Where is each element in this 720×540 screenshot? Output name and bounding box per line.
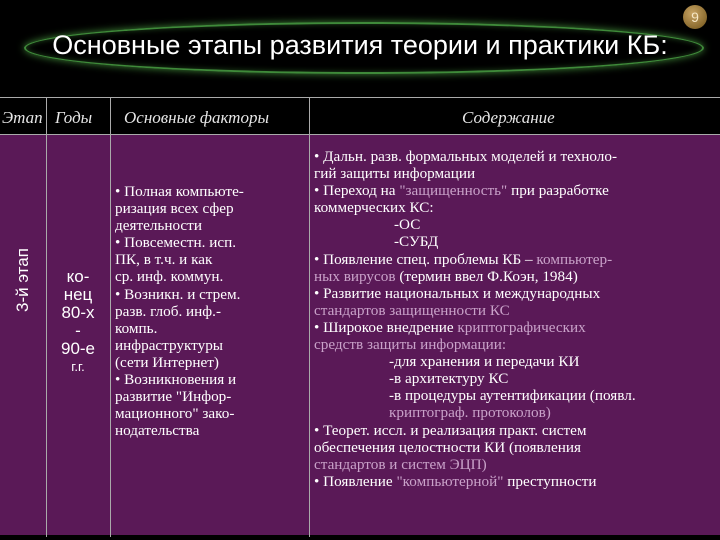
factor-line: • Возникн. и стрем.: [115, 285, 241, 303]
factor-line: разв. глоб. инф.-: [115, 302, 222, 320]
factor-line: развитие "Инфор-: [115, 388, 232, 406]
content-line: • Появление спец. проблемы КБ – компьютер-: [314, 250, 613, 268]
content-line: -в процедуры аутентификации (появл.: [389, 387, 636, 405]
header-factors: Основные факторы: [124, 108, 269, 127]
content-line: • Теорет. иссл. и реализация практ. систем: [314, 421, 587, 439]
factor-line: деятельности: [115, 217, 202, 235]
factor-line: • Полная компьюте-: [115, 183, 244, 200]
content-line: стандартов и систем ЭЦП): [314, 455, 487, 473]
content-line: коммерческих КС:: [314, 199, 434, 217]
content-line: -в архитектуру КС: [389, 370, 509, 388]
years-line: 80-х: [61, 303, 95, 322]
slide-number: 9: [691, 9, 699, 25]
factor-line: (сети Интернет): [115, 353, 219, 371]
content-line: -для хранения и передачи КИ: [389, 353, 580, 371]
factor-line: • Повсеместн. исп.: [115, 234, 237, 252]
years-cell: [46, 268, 110, 376]
factor-line: инфраструктуры: [115, 336, 223, 354]
content-line: обеспечения целостности КИ (появления: [314, 438, 581, 456]
table-top-border: [0, 97, 720, 98]
factor-line: мационного" зако-: [115, 405, 235, 423]
years-line: ко-: [66, 267, 90, 286]
factor-line: компь.: [115, 319, 158, 337]
etap-cell: 3-й этап: [13, 248, 32, 312]
factor-line: ср. инф. коммун.: [115, 268, 224, 286]
factor-line: ризация всех сфер: [115, 200, 234, 218]
years-line: -: [75, 321, 81, 340]
content-line: средств защиты информации:: [314, 336, 507, 354]
column-divider-2: [110, 97, 111, 537]
years-line: нец: [63, 285, 93, 304]
years-line: 90-е: [60, 339, 96, 358]
content-line: • Появление "компьютерной" преступности: [314, 472, 597, 490]
content-cell: [314, 148, 718, 490]
content-line: -СУБД: [394, 233, 439, 251]
factor-line: ПК, в т.ч. и как: [115, 251, 213, 269]
header-years: Годы: [55, 108, 93, 127]
header-etap: Этап: [2, 108, 43, 127]
header-content: Содержание: [462, 108, 555, 127]
content-line: криптограф. протоколов): [389, 404, 551, 422]
column-divider-3: [309, 97, 310, 537]
content-line: стандартов защищенности КС: [314, 301, 510, 319]
slide-number-badge: [683, 5, 707, 29]
content-line: • Развитие национальных и международных: [314, 284, 601, 302]
content-line: гий защиты информации: [314, 165, 476, 183]
years-line: г.г.: [71, 359, 85, 374]
content-line: • Переход на "защищенность" при разработке: [314, 182, 609, 200]
factor-line: нодательства: [115, 422, 200, 440]
content-line: ных вирусов (термин ввел Ф.Коэн, 1984): [314, 267, 578, 285]
factors-cell: [115, 183, 307, 439]
content-line: • Дальн. разв. формальных моделей и техноло-: [314, 148, 618, 165]
factor-line: • Возникновения и: [115, 371, 237, 389]
content-line: • Широкое внедрение криптографических: [314, 318, 586, 336]
slide-title: Основные этапы развития теории и практики КБ:: [52, 30, 668, 60]
content-line: -ОС: [394, 216, 421, 234]
